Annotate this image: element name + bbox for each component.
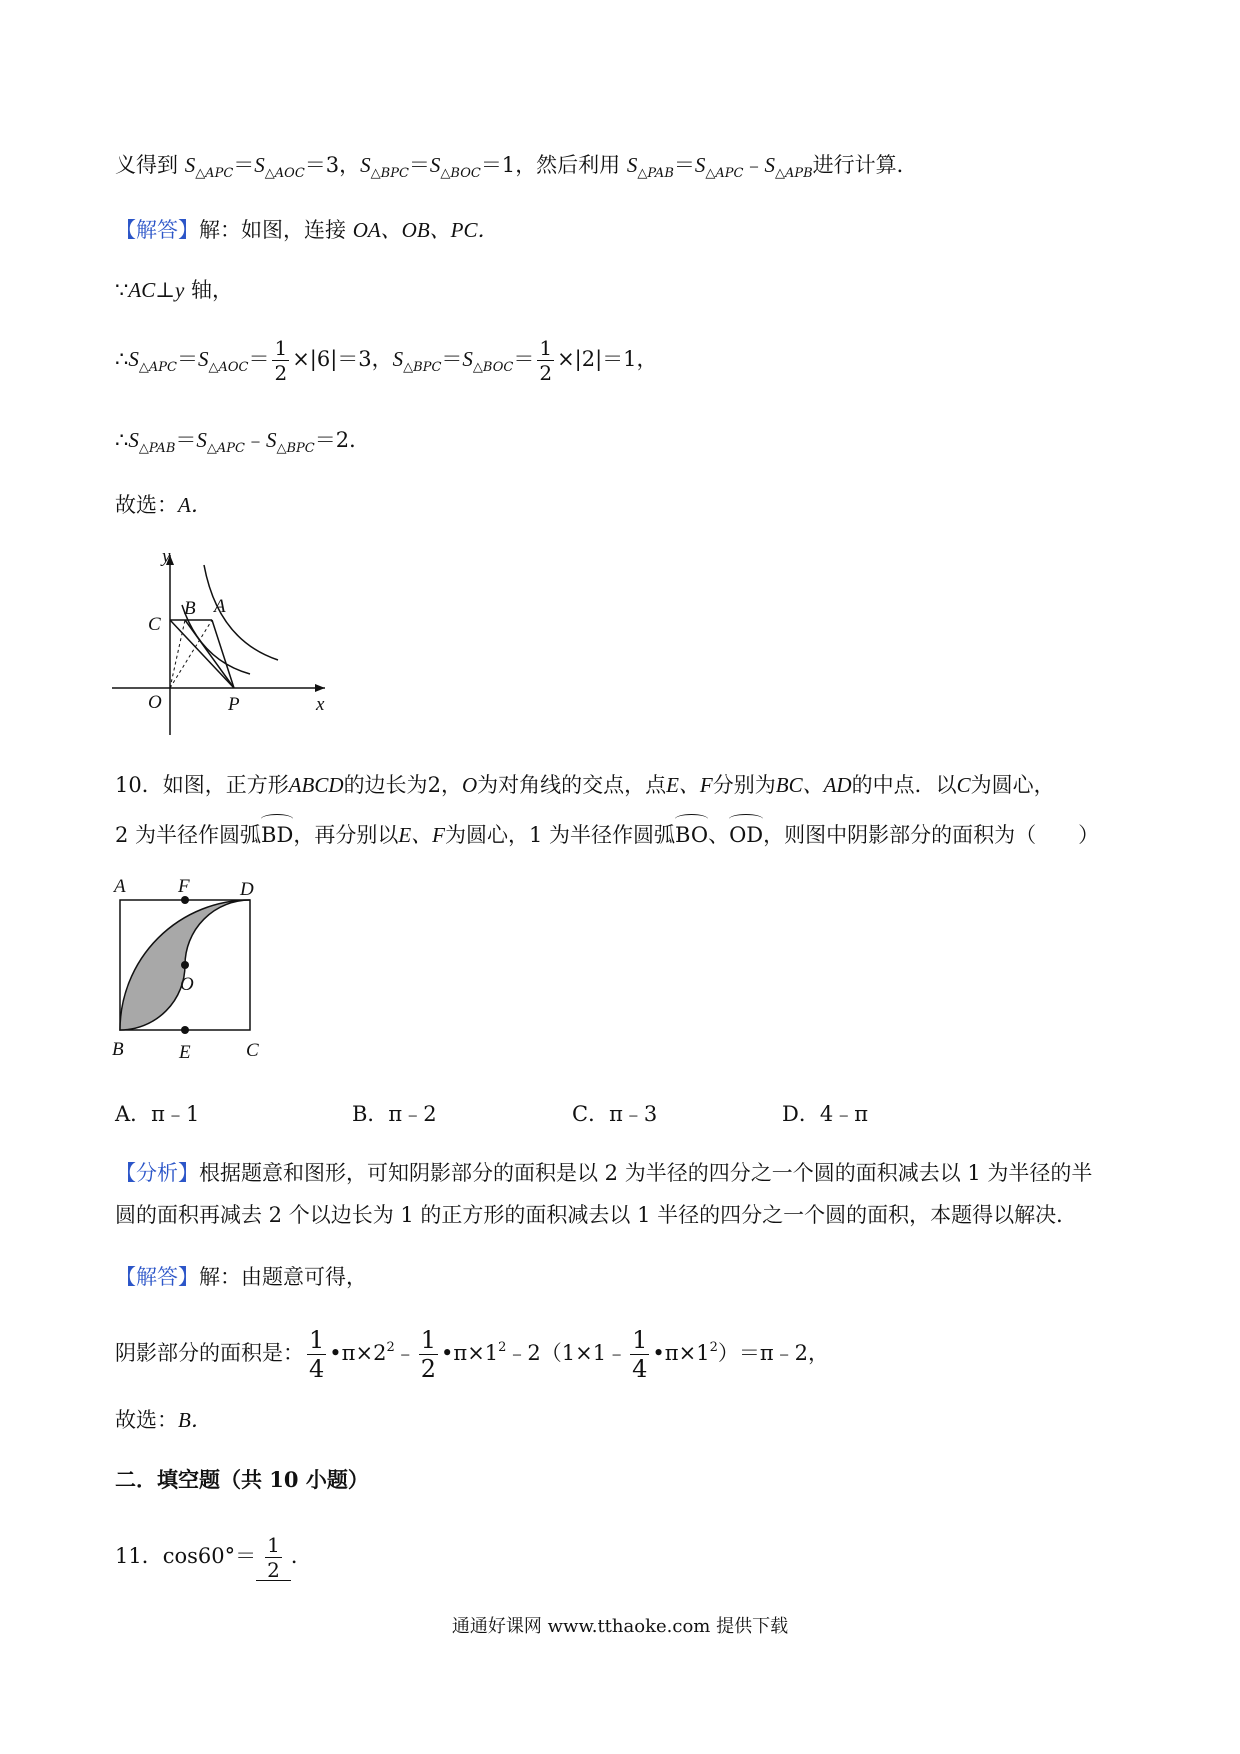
label-c: C [246,1040,259,1061]
text: 圆的面积再减去 2 个以边长为 1 的正方形的面积减去以 1 半径的四分之一个圆的面积，本题得以解决． [115,1203,1078,1227]
answer-tag: 【解答】 [115,1265,199,1289]
segments: OA、OB、PC． [352,218,499,242]
choice-line-2 [115,1405,212,1435]
solution-line-2 [115,1262,367,1292]
point-o: O [461,773,478,797]
analysis-line-1 [115,1158,1092,1188]
q10-line-1 [115,770,1055,800]
points-ef: E、F [398,823,445,847]
label-a: A [214,596,226,617]
fraction: $\frac{1}{2}$ [274,336,288,385]
text: 解：如图，连接 [199,218,346,242]
text: ，再分别以 [293,823,399,847]
arc-bd: BD [261,816,293,850]
label-f: F [178,876,190,897]
fraction: $\frac{1}{4}$ [632,1326,648,1383]
square-figure [100,870,300,1070]
text: 根据题意和图形，可知阴影部分的面积是以 2 为半径的四分之一个圆的面积减去以 1 为半径的半 [199,1161,1093,1185]
text: 义得到 [115,153,178,177]
area-line: 阴影部分的面积是： $\frac{1}{4}$ $•\pi\times 2^2﹣$ $\frac{1}{2}$ $•\pi\times 1^2﹣2(1\times 1﹣$ $\frac{1}{4}$ $•\pi\times 1^2)=\pi﹣2$， [115,1326,830,1383]
label-a: A [114,876,126,897]
therefore-symbol: ∴ [115,428,129,452]
side-value: 2 [427,773,441,797]
text: ，然后利用 [515,153,621,177]
footer: 通通好课网 www.tthaoke.com 提供下载 [451,1616,789,1637]
label-d: D [240,879,254,900]
coordinate-figure [100,540,340,740]
text: 为圆心，1 为半径作圆弧 [444,823,676,847]
text: 为对角线的交点，点 [477,773,667,797]
question-number: 10． [115,773,163,797]
fraction: $\frac{1}{4}$ [309,1326,325,1383]
solution-line [115,215,499,245]
text: 故选： [115,1408,178,1432]
label-c: C [148,614,161,635]
intro-line: 义得到 $S_{\triangle APC}=S_{\triangle AOC}=3$，$S_{\triangle BPC}=S_{\triangle BOC}=1$，然后利用 $S_{\triangle PAB}=S_{\triangle APC}﹣S_{\triangle APB}$进行计算． [115,153,918,181]
denominator: 2 [267,1558,280,1582]
label-x: x [316,694,325,715]
choice: B． [178,1408,212,1432]
choice: A． [178,493,212,517]
arc-od: OD [729,816,763,850]
text: 如图，正方形 [162,773,289,797]
answer-blank [256,1535,291,1581]
fraction: $\frac{1}{2}$ [539,336,553,385]
fraction [265,1535,282,1580]
label-p: P [228,694,240,715]
text: 的边长为 [343,773,428,797]
because-symbol: ∵ [115,278,129,302]
label-b: B [112,1039,124,1060]
text: 解：由题意可得， [199,1265,367,1289]
text: 轴， [190,278,233,302]
text: ，则图中阴影部分的面积为（ ） [763,823,1100,847]
text: 分别为 [712,773,776,797]
because-line [115,275,233,305]
square-name: ABCD [288,773,344,797]
segments: BC、AD [775,773,852,797]
question-number: 11． [115,1544,163,1568]
therefore-symbol: ∴ [115,347,129,371]
choice-line-1 [115,490,212,520]
text: 故选： [115,493,178,517]
analysis-line-2 [115,1200,1077,1230]
text: ． [290,1544,312,1568]
text: 阴影部分的面积是： [115,1341,304,1365]
text: ， [440,773,462,797]
section-heading: 二．填空题（共 10 小题） [115,1467,369,1492]
text: 2 为半径作圆弧 [115,823,262,847]
fraction: $\frac{1}{2}$ [420,1326,436,1383]
points-ef: E、F [666,773,713,797]
answer-tag: 【解答】 [115,218,199,242]
text: 的中点．以 [851,773,957,797]
expression: cos60°＝ [162,1544,257,1568]
label-o: O [180,974,194,995]
ac-perp: AC⊥y [128,278,185,302]
text: 进行计算． [812,153,918,177]
q11-line [115,1535,312,1581]
numerator: 1 [267,1533,280,1557]
option-a: A．π﹣1 [115,1102,200,1126]
label-e: E [179,1042,191,1063]
analysis-tag: 【分析】 [115,1161,199,1185]
text: 为圆心， [970,773,1055,797]
option-c: C．π﹣3 [572,1102,658,1126]
arc-bo: BO [675,816,708,850]
point-c: C [956,773,971,797]
label-y: y [162,546,171,567]
q10-line-2: 2 为半径作圆弧BD，再分别以E、F为圆心，1 为半径作圆弧BO、OD，则图中阴影部分的面积为（ ） [115,816,1099,850]
label-b: B [184,598,196,619]
label-o: O [148,692,162,713]
option-d: D．4﹣π [782,1102,868,1126]
option-b: B．π﹣2 [352,1102,437,1126]
therefore-line-2: $\therefore S_{\triangle PAB}=S_{\triangle APC}﹣S_{\triangle BPC}=2$． [115,428,371,456]
therefore-line-1: $\therefore S_{\triangle APC}=S_{\triangle AOC}=$ $\frac{1}{2}$ ×|6|＝3，$S_{\triangle BPC}=S_{\triangle BOC}=$ $\frac{1}{2}$ ×|2|＝1， [115,336,658,385]
